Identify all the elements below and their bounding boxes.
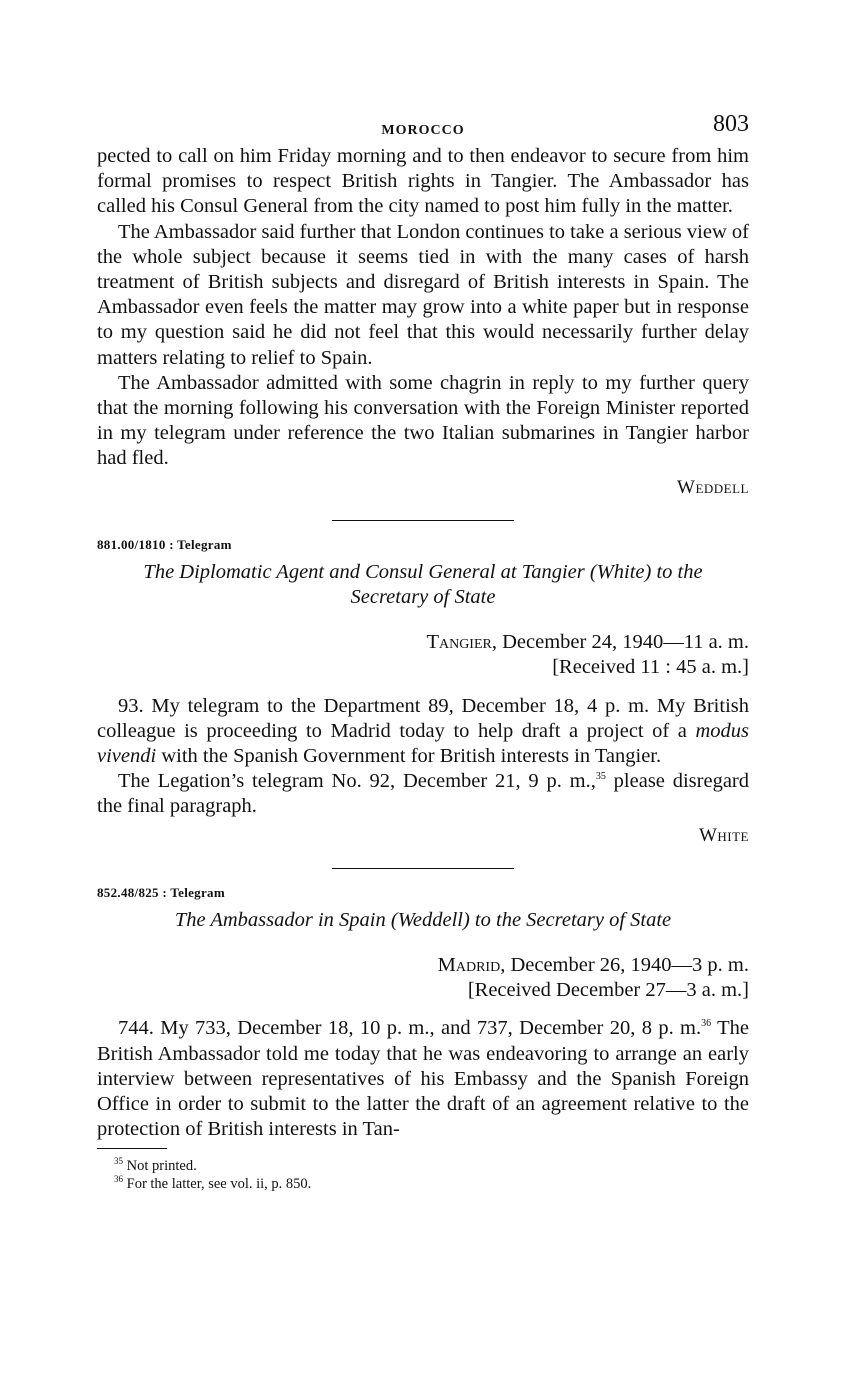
dateline-date: , December 24, 1940—11 a. m. bbox=[491, 631, 749, 654]
footnotes bbox=[97, 1157, 749, 1193]
section-divider bbox=[332, 520, 514, 521]
footnote-ref: 35 bbox=[595, 771, 606, 783]
footnote-mark: 35 bbox=[114, 1155, 123, 1166]
signature: White bbox=[698, 824, 749, 846]
footnote-ref: 36 bbox=[701, 1018, 712, 1030]
text-run: The Legation’s telegram No. 92, December 21, 9 p. m., bbox=[118, 770, 596, 793]
file-reference: 881.00/1810 : Telegram bbox=[97, 536, 232, 552]
paragraph bbox=[97, 694, 749, 770]
footnote-divider bbox=[97, 1148, 167, 1149]
signature: Weddell bbox=[677, 476, 749, 498]
document-title: The Ambassador in Spain (Weddell) to the Secretary of State bbox=[174, 908, 672, 931]
footnote bbox=[114, 1175, 749, 1193]
file-reference: 852.48/825 : Telegram bbox=[97, 884, 225, 900]
received-line: [Received December 27—3 a. m.] bbox=[467, 979, 749, 1002]
running-head: MOROCCO bbox=[381, 123, 465, 138]
text-run: 744. My 733, December 18, 10 p. m., and 737, December 20, 8 p. m. bbox=[118, 1017, 702, 1040]
footnote-mark: 36 bbox=[114, 1173, 123, 1184]
dateline bbox=[97, 953, 749, 978]
paragraph: The Ambassador said further that London continues to take a serious view of the whole subject because it seems tied in with the many cases of harsh treatment of British subjects and disregard of British interests in Spain. The Ambassador even feels the matter may grow into a white paper but in response to my question said he did not feel that this would necessarily further delay matters relating to relief to Spain. bbox=[97, 220, 749, 369]
paragraph bbox=[97, 1016, 749, 1142]
text-run: please disregard the final paragraph. bbox=[97, 770, 749, 818]
italic-term: modus vivendi bbox=[97, 719, 749, 768]
page-header bbox=[97, 112, 749, 144]
footnote-text: For the latter, see vol. ii, p. 850. bbox=[123, 1175, 312, 1192]
document-page bbox=[97, 112, 749, 1193]
dateline bbox=[97, 630, 749, 655]
document-title: The Diplomatic Agent and Consul General at Tangier (White) to the Secretary of State bbox=[143, 560, 703, 609]
footnote-text: Not printed. bbox=[123, 1157, 197, 1174]
text-run: with the Spanish Government for British interests in Tangier. bbox=[156, 745, 662, 768]
paragraph: pected to call on him Friday morning and to then endeavor to secure from him formal promises to respect British rights in Tangier. The Ambassador has called his Consul General from the city named to post him fully in the matter. bbox=[97, 145, 749, 218]
footnote bbox=[114, 1157, 749, 1175]
section-divider bbox=[332, 868, 514, 869]
dateline-date: , December 26, 1940—3 p. m. bbox=[500, 954, 749, 977]
dateline-place: Tangier bbox=[426, 631, 492, 654]
dateline-place: Madrid bbox=[437, 954, 501, 977]
paragraph: The Ambassador admitted with some chagrin in reply to my further query that the morning following his conversation with the Foreign Minister reported in my telegram under reference the two Italian submarines in Tangier harbor had fled. bbox=[97, 371, 749, 470]
page-number: 803 bbox=[713, 111, 749, 137]
received-line: [Received 11 : 45 a. m.] bbox=[552, 656, 749, 679]
text-run: The British Ambassador told me today that he was endeavoring to arrange an early interview between representatives of his Embassy and the Spanish Foreign Office in order to submit to the latter the draft of an agreement relative to the protection of British interests in Tan- bbox=[97, 1017, 749, 1141]
text-run: 93. My telegram to the Department 89, December 18, 4 p. m. My British colleague is proceeding to Madrid today to help draft a project of a bbox=[97, 694, 749, 742]
paragraph bbox=[97, 769, 749, 819]
